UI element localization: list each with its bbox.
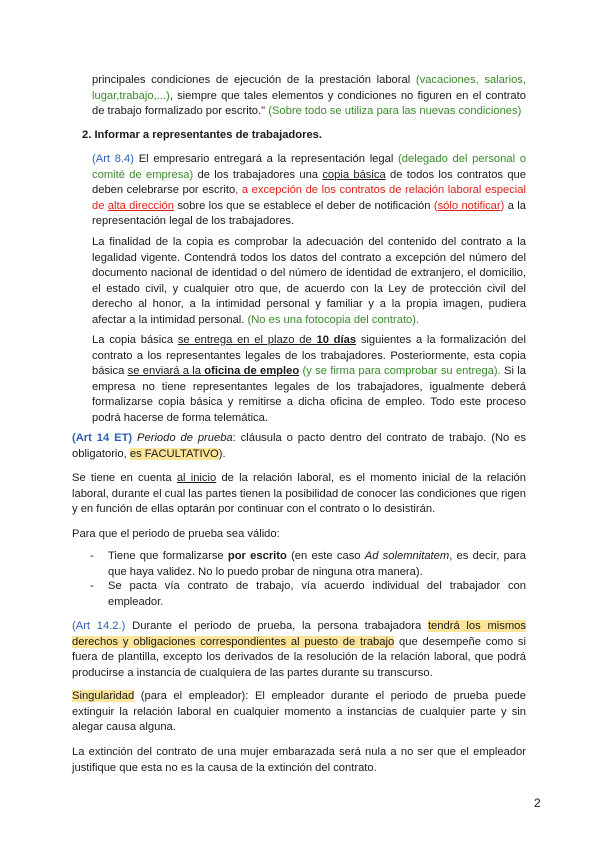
bullet-marker: - xyxy=(90,550,94,562)
paragraph-pregnancy: La extinción del contrato de una mujer embarazada será nula a no ser que el empleador justifique que esta no es la causa de la extinción del contrato. xyxy=(72,746,526,774)
paragraph-validity-intro: Para que el periodo de prueba sea válido: xyxy=(72,528,280,540)
section-heading-2: 2. Informar a representantes de trabajadores. xyxy=(82,129,323,141)
paragraph-conditions: principales condiciones de ejecución de la prestación laboral (vacaciones, salarios, lugar,trabajo,...), siempre que tales elementos y condiciones no figuren en el contrato de trabajo formalizado por escrito." (Sobre todo se utiliza para las nuevas condiciones) xyxy=(92,74,526,118)
paragraph-start-relation: Se tiene en cuenta al inicio de la relación laboral, es el momento inicial de la relación laboral, durante el cual las partes tienen la posibilidad de conocer las condiciones que rigen y en función de ellas optarán por continuar con el contrato o lo desistirán. xyxy=(72,472,527,516)
paragraph-copy-purpose: La finalidad de la copia es comprobar la adecuación del contenido del contrato a la legalidad vigente. Contendrá todos los datos del contrato a excepción del número del documento nacional de identidad o del número de identidad de extranjero, el domicilio, el estado civil, y cualquier otro que, de acuerdo con la Ley de protección civil del derecho al honor, a la intimidad personal y familiar y a la propia imagen, pudiera afectar a la intimidad personal. (No es una fotocopia del contrato). xyxy=(92,236,526,326)
paragraph-art-14-2: (Art 14.2.) Durante el periodo de prueba, la persona trabajadora tendrá los mismos derechos y obligaciones correspondientes al puesto de trabajo que desempeñe como si fuera de plantilla, excepto los derivados de la resolución de la relación laboral, que podrá producirse a instancia de cualquiera de las partes durante su transcurso. xyxy=(72,620,526,679)
bullet-written-form: Tiene que formalizarse por escrito (en este caso Ad solemnitatem, es decir, para que haya validez. No lo puedo probar de ninguna otra manera). xyxy=(108,550,526,578)
bullet-contract-agreement: Se pacta vía contrato de trabajo, vía acuerdo individual del trabajador con empleador. xyxy=(108,580,526,608)
page-number: 2 xyxy=(534,796,541,810)
paragraph-copy-delivery: La copia básica se entrega en el plazo de 10 días siguientes a la formalización del contrato a los representantes legales de los trabajadores. Posteriormente, esta copia básica se enviará a la oficina de empleo (y se firma para comprobar su entrega). Si la empresa no tiene representantes legales de los trabajadores, igualmente deberá formalizarse copia básica y remitirse a dicha oficina de empleo. Todo este proceso podrá hacerse de forma telemática. xyxy=(92,334,526,424)
paragraph-art-14-et: (Art 14 ET) Periodo de prueba: cláusula o pacto dentro del contrato de trabajo. (No es obligatorio, es FACULTATIVO). xyxy=(72,432,526,460)
paragraph-art-8-4: (Art 8.4) El empresario entregará a la representación legal (delegado del personal o comité de empresa) de los trabajadores una copia básica de todos los contratos que deben celebrarse por escrito, a excepción de los contratos de relación laboral especial de alta dirección sobre los que se establece el deber de notificación (sólo notificar) a la representación legal de los trabajadores. xyxy=(92,153,526,228)
bullet-marker: - xyxy=(90,580,94,592)
paragraph-singularity: Singularidad (para el empleador): El empleador durante el periodo de prueba puede extinguir la relación laboral en cualquier momento a instancias de cualquier parte y sin alegar causa alguna. xyxy=(72,690,526,734)
